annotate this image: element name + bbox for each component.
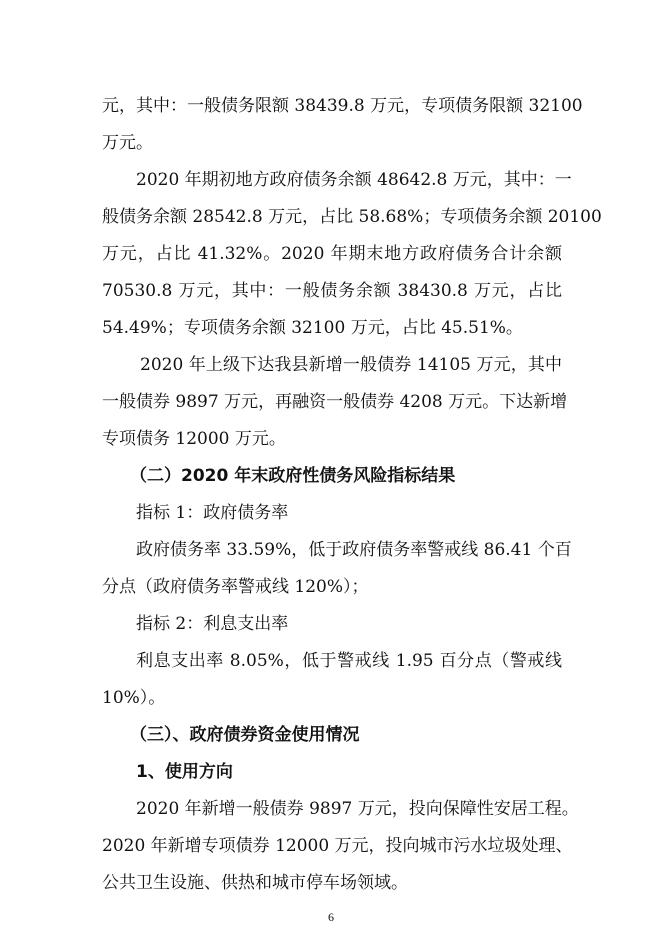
text-line: 2020 年新增专项债券 12000 万元，投向城市污水垃圾处理、 — [102, 836, 573, 856]
text-line: 公共卫生设施、供热和城市停车场领域。 — [102, 873, 408, 893]
text-line: 般债务余额 28542.8 万元，占比 58.68%；专项债务余额 20100 — [102, 207, 602, 227]
text-line: 政府债务率 33.59%，低于政府债务率警戒线 86.41 个百 — [136, 540, 572, 560]
subsection-heading: 1、使用方向 — [136, 762, 233, 782]
text-line: 10%）。 — [102, 688, 166, 708]
text-line: 54.49%；专项债务余额 32100 万元，占比 45.51%。 — [102, 318, 523, 338]
text-line: 利息支出率 8.05%，低于警戒线 1.95 百分点（警戒线 — [136, 651, 562, 671]
section-heading: （三）、政府债券资金使用情况 — [130, 725, 360, 745]
text-line: 一般债券 9897 万元，再融资一般债券 4208 万元。下达新增 — [102, 392, 568, 412]
text-line: 70530.8 万元，其中：一般债务余额 38430.8 万元，占比 — [102, 281, 562, 301]
text-line: 万元，占比 41.32%。2020 年期末地方政府债务合计余额 — [102, 244, 562, 264]
text-line: 万元。 — [102, 133, 153, 153]
text-line: 2020 年新增一般债券 9897 万元，投向保障性安居工程。 — [136, 799, 579, 819]
text-line: 2020 年上级下达我县新增一般债券 14105 万元，其中 — [140, 355, 562, 375]
text-line: 2020 年期初地方政府债务余额 48642.8 万元，其中：一 — [136, 170, 572, 190]
section-heading: （二）2020 年末政府性债务风险指标结果 — [130, 466, 456, 486]
text-line: 指标 1：政府债务率 — [136, 503, 289, 523]
page-number: 6 — [328, 910, 334, 924]
text-line: 元，其中：一般债务限额 38439.8 万元，专项债务限额 32100 — [102, 96, 583, 116]
text-line: 分点（政府债务率警戒线 120%）； — [102, 577, 369, 597]
text-line: 专项债务 12000 万元。 — [102, 429, 286, 449]
text-line: 指标 2：利息支出率 — [136, 614, 289, 634]
